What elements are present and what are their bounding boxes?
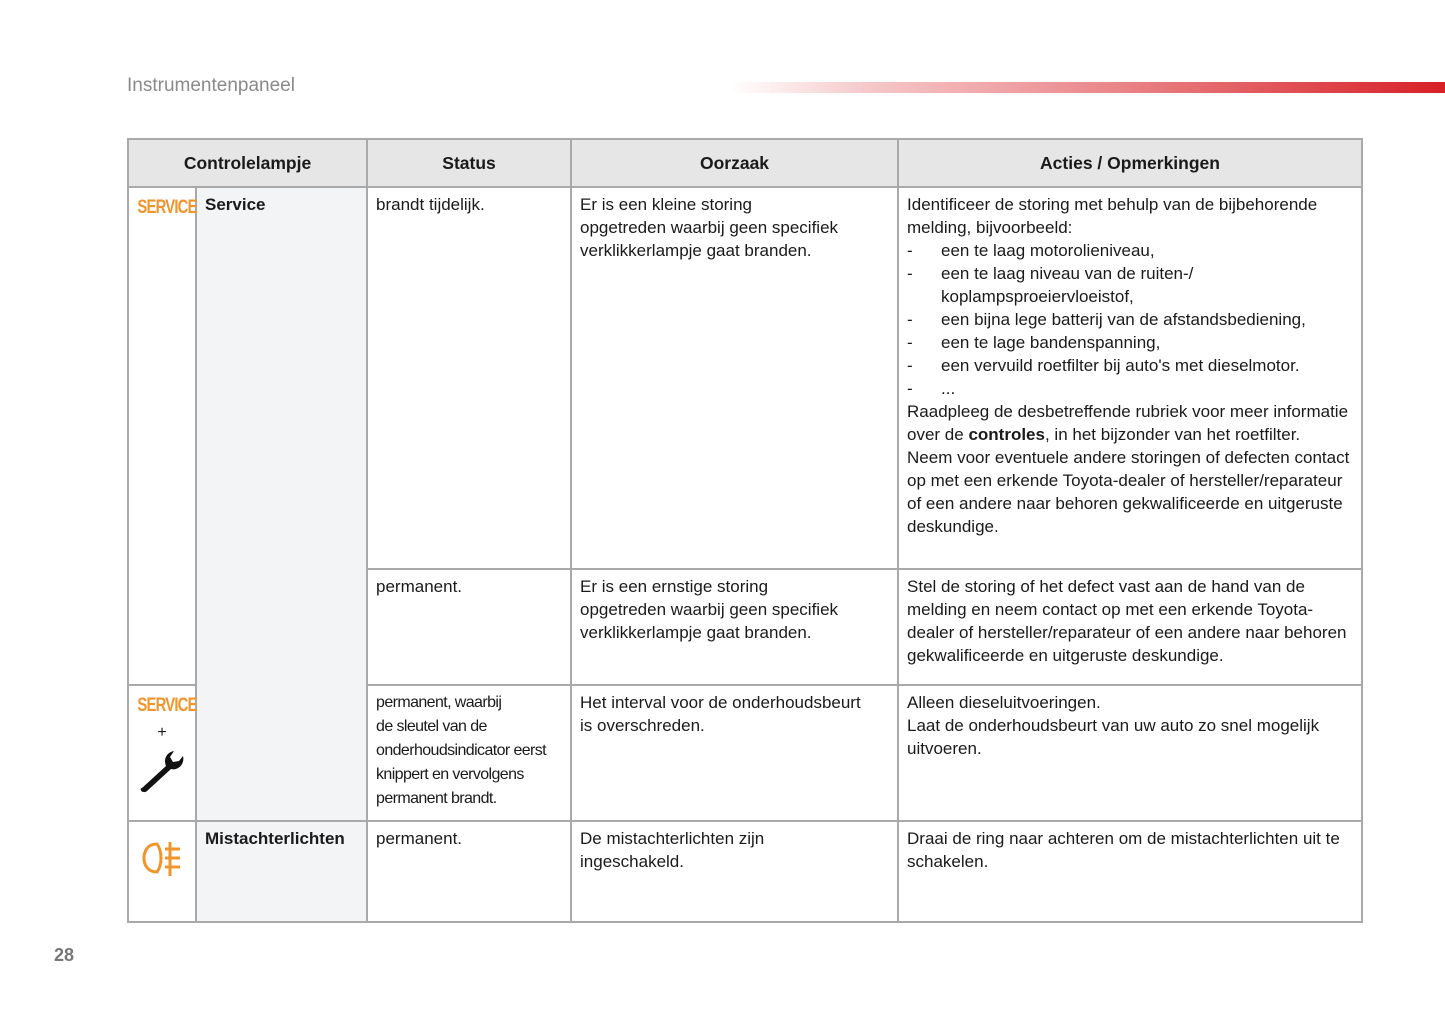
cause-line: verklikkerlampje gaat branden.	[580, 623, 812, 642]
actions-text: Stel de storing of het defect vast aan de hand van de melding en neem contact op met een erkende Toyota-dealer of hersteller/reparateur of een andere naar behoren gekwalificeerde en uitgeruste deskundige.	[907, 577, 1347, 665]
cause-line: verklikkerlampje gaat branden.	[580, 241, 812, 260]
cause-cell	[571, 569, 898, 685]
light-name-cell	[196, 187, 367, 821]
controles-emphasis: controles	[968, 425, 1045, 444]
light-name-cell	[196, 821, 367, 922]
cause-text	[572, 188, 897, 262]
table-row	[128, 187, 1362, 569]
actions-line: Alleen dieseluitvoeringen.	[907, 693, 1101, 712]
plus-sign: +	[157, 724, 167, 741]
actions-line: Laat de onderhoudsbeurt van uw auto zo snel mogelijk uitvoeren.	[907, 716, 1320, 758]
cause-line: opgetreden waarbij geen specifiek	[580, 600, 839, 619]
column-header-oorzaak: Oorzaak	[571, 139, 898, 187]
list-item: - een bijna lege batterij van de afstandsbediening,	[907, 308, 1353, 331]
cause-cell	[571, 685, 898, 821]
service-icon: SERVICE	[137, 695, 197, 716]
list-item: - ...	[907, 377, 1353, 400]
status-line: onderhoudsindicator eerst	[376, 742, 547, 759]
status-text	[368, 686, 570, 811]
list-item: - een te laag motorolieniveau,	[907, 239, 1353, 262]
status-cell	[367, 685, 571, 821]
light-name: Service	[205, 195, 266, 214]
status-cell	[367, 821, 571, 922]
column-header-acties: Acties / Opmerkingen	[898, 139, 1362, 187]
actions-cell	[898, 821, 1362, 922]
table-row	[128, 821, 1362, 922]
list-item: - een te laag niveau van de ruiten-/ koplampsproeiervloeistof,	[907, 262, 1353, 308]
actions-cell	[898, 685, 1362, 821]
cause-line: is overschreden.	[580, 716, 705, 735]
status-line: permanent brandt.	[376, 790, 497, 807]
list-item: - een te lage bandenspanning,	[907, 331, 1353, 354]
cause-text	[572, 570, 897, 644]
warning-lights-table	[127, 138, 1363, 923]
cause-line: Het interval voor de onderhoudsbeurt	[580, 693, 861, 712]
status-line: permanent, waarbij	[376, 694, 502, 711]
status-text: permanent.	[376, 577, 463, 596]
cause-line: ingeschakeld.	[580, 852, 684, 871]
cause-cell	[571, 187, 898, 569]
cause-text	[572, 822, 897, 873]
cause-cell	[571, 821, 898, 922]
cause-line: Er is een ernstige storing	[580, 577, 769, 596]
status-line: knippert en vervolgens	[376, 766, 524, 783]
section-title: Instrumentenpaneel	[127, 75, 295, 96]
service-icon-cell	[128, 187, 196, 685]
status-cell	[367, 569, 571, 685]
status-cell	[367, 187, 571, 569]
cause-line: Er is een kleine storing	[580, 195, 752, 214]
actions-cell	[898, 569, 1362, 685]
actions-cell	[898, 187, 1362, 569]
service-wrench-icon-cell	[128, 685, 196, 821]
status-text: brandt tijdelijk.	[376, 195, 485, 214]
example-list	[907, 239, 1353, 400]
table-header-row	[128, 139, 1362, 187]
service-icon: SERVICE	[137, 197, 197, 218]
actions-paragraph: Neem voor eventuele andere storingen of defecten contact op met een erkende Toyota-dealer of hersteller/reparateur of een andere naar behoren gekwalificeerde en uitgeruste deskundige.	[907, 448, 1350, 536]
cause-text	[572, 686, 897, 737]
wrench-icon	[136, 746, 188, 794]
list-item: - een vervuild roetfilter bij auto's met dieselmotor.	[907, 354, 1353, 377]
status-text: permanent.	[376, 829, 463, 848]
page-number: 28	[54, 945, 75, 965]
actions-text	[899, 188, 1361, 538]
cause-line: De mistachterlichten zijn	[580, 829, 765, 848]
column-header-controlelampje: Controlelampje	[128, 139, 367, 187]
light-name: Mistachterlichten	[205, 829, 345, 848]
status-line: de sleutel van de	[376, 718, 487, 735]
fog-light-icon-cell	[128, 821, 196, 922]
rear-fog-light-icon	[139, 838, 185, 880]
actions-intro: Identificeer de storing met behulp van de bijbehorende melding, bijvoorbeeld:	[907, 195, 1318, 237]
column-header-status: Status	[367, 139, 571, 187]
accent-gradient-bar	[730, 82, 1445, 93]
cause-line: opgetreden waarbij geen specifiek	[580, 218, 839, 237]
actions-text: Draai de ring naar achteren om de mistachterlichten uit te schakelen.	[907, 829, 1340, 871]
actions-text	[899, 686, 1361, 760]
actions-paragraph: Raadpleeg de desbetreffende rubriek voor meer informatie over de controles, in het bijzonder van het roetfilter.	[907, 402, 1349, 444]
